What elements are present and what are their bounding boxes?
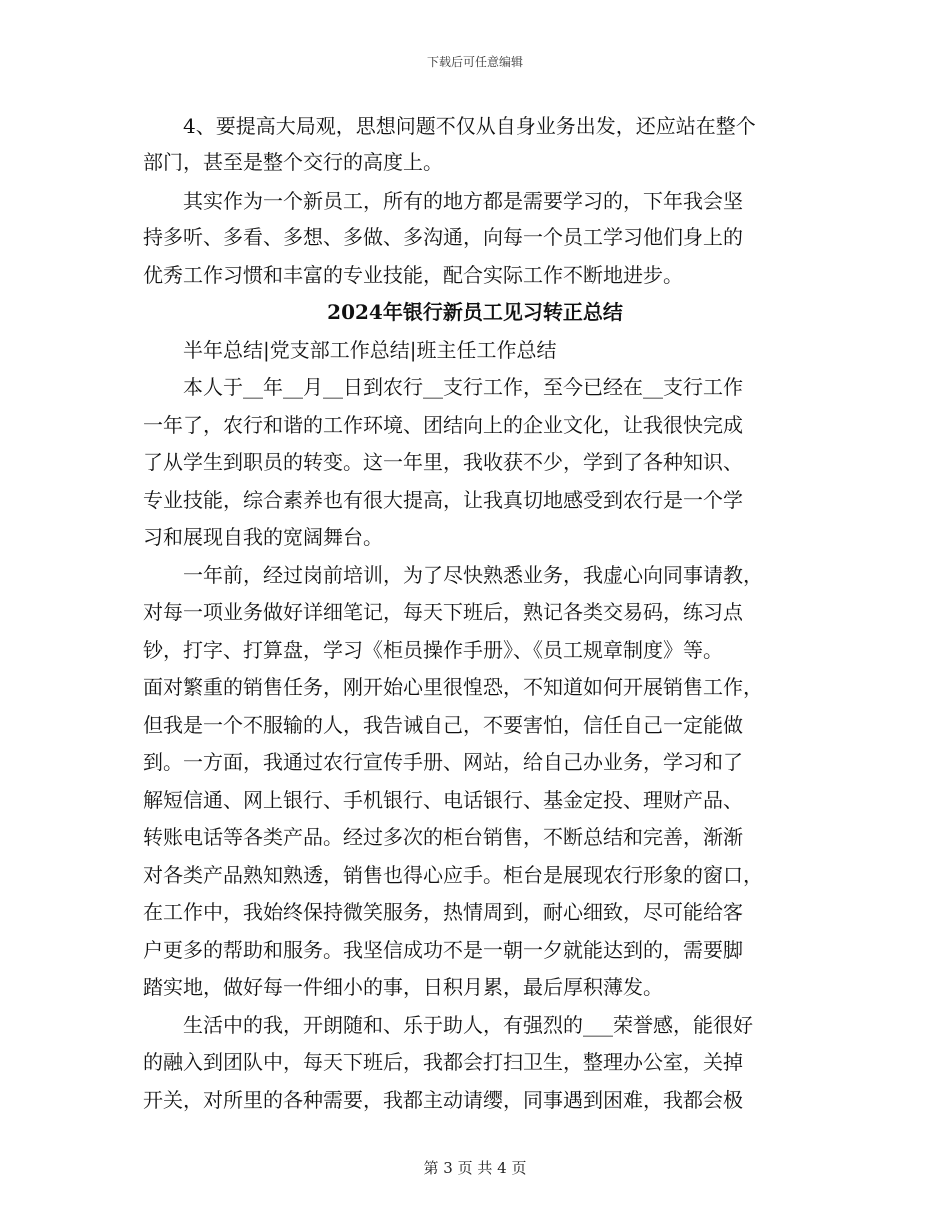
text-line: 一年前，经过岗前培训，为了尽快熟悉业务，我虚心向同事请教， [143,563,763,587]
section-title: 2024年银行新员工见习转正总结 [327,300,623,324]
text-line: 对每一项业务做好详细笔记，每天下班后，熟记各类交易码，练习点 [143,600,743,624]
text-line: 部门，甚至是整个交行的高度上。 [143,150,443,174]
text-line: 半年总结|党支部工作总结|班主任工作总结 [143,338,557,362]
text-line: 生活中的我，开朗随和、乐于助人，有强烈的___荣誉感，能很好 [143,1013,753,1037]
text-line: 开关，对所里的各种需要，我都主动请缨，同事遇到困难，我都会极 [143,1088,743,1112]
text-line: 钞，打字、打算盘，学习《柜员操作手册》、《员工规章制度》等。 [143,638,723,662]
text-line: 一年了，农行和谐的工作环境、团结向上的企业文化，让我很快完成 [143,413,743,437]
text-line: 本人于__年__月__日到农行__支行工作，至今已经在__支行工作 [143,375,743,399]
text-line: 习和展现自我的宽阔舞台。 [143,525,383,549]
text-line: 在工作中，我始终保持微笑服务，热情周到，耐心细致，尽可能给客 [143,900,743,924]
text-line: 踏实地，做好每一件细小的事，日积月累，最后厚积薄发。 [143,975,663,999]
page-header: 下载后可任意编辑 [426,55,523,69]
text-line: 转账电话等各类产品。经过多次的柜台销售，不断总结和完善，渐渐 [143,825,743,849]
text-line: 户更多的帮助和服务。我坚信成功不是一朝一夕就能达到的，需要脚 [143,938,743,962]
text-line: 但我是一个不服输的人，我告诫自己，不要害怕，信任自己一定能做 [143,713,743,737]
text-line: 解短信通、网上银行、手机银行、电话银行、基金定投、理财产品、 [143,788,743,812]
text-line: 到。一方面，我通过农行宣传手册、网站，给自己办业务，学习和了 [143,750,743,774]
text-line: 专业技能，综合素养也有很大提高，让我真切地感受到农行是一个学 [143,488,743,512]
text-line: 面对繁重的销售任务，刚开始心里很惶恐，不知道如何开展销售工作， [143,675,763,699]
text-line: 其实作为一个新员工，所有的地方都是需要学习的，下年我会坚 [143,189,743,213]
text-line: 了从学生到职员的转变。这一年里，我收获不少，学到了各种知识、 [143,450,743,474]
text-line: 4、要提高大局观，思想问题不仅从自身业务出发，还应站在整个 [143,114,756,138]
page-footer: 第 3 页 共 4 页 [423,1159,527,1177]
text-line: 优秀工作习惯和丰富的专业技能，配合实际工作不断地进步。 [143,263,683,287]
text-line: 的融入到团队中，每天下班后，我都会打扫卫生，整理办公室，关掉 [143,1050,743,1074]
text-line: 持多听、多看、多想、多做、多沟通，向每一个员工学习他们身上的 [143,225,743,249]
text-line: 对各类产品熟知熟透，销售也得心应手。柜台是展现农行形象的窗口， [143,863,763,887]
